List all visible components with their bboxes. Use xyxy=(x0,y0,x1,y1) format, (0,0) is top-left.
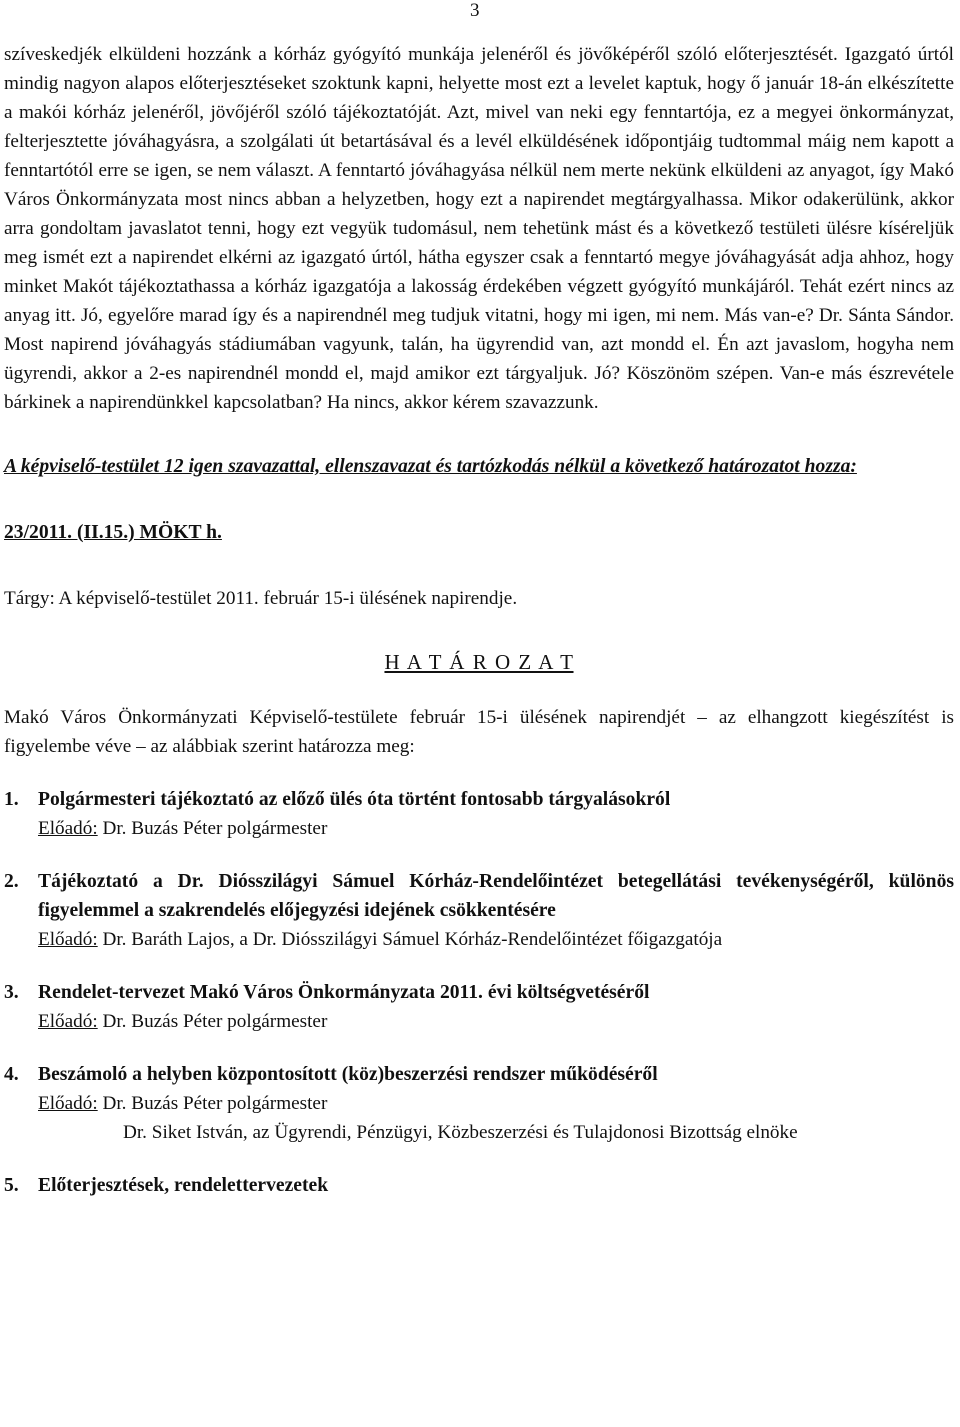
presenter-label: Előadó: xyxy=(38,1011,98,1032)
agenda-title: Rendelet-tervezet Makó Város Önkormányzata 2011. évi költségvetéséről xyxy=(38,982,650,1003)
document-content xyxy=(4,40,954,1200)
agenda-co-presenter: Dr. Siket István, az Ügyrendi, Pénzügyi, Közbeszerzési és Tulajdonosi Bizottság elnöke xyxy=(123,1122,798,1143)
presenter-label: Előadó: xyxy=(38,1093,98,1114)
hatarozat-heading: H A T Á R O Z A T xyxy=(384,650,574,674)
agenda-item-4 xyxy=(4,1060,954,1147)
presenter-label: Előadó: xyxy=(38,818,98,839)
decision-text: Makó Város Önkormányzati Képviselő-testülete február 15-i ülésének napirendjét – az elhangzott kiegészítést is figyelembe véve – az alábbiak szerint határozza meg: xyxy=(4,707,954,757)
agenda-title: Tájékoztató a Dr. Diósszilágyi Sámuel Kórház-Rendelőintézet betegellátási tevékenységéről, különös figyelemmel a szakrendelés előjegyzési idejének csökkentésére xyxy=(38,871,954,921)
agenda-number: 4. xyxy=(4,1064,19,1085)
agenda-number: 5. xyxy=(4,1175,19,1196)
resolution-subject: Tárgy: A képviselő-testület 2011. február 15-i ülésének napirendje. xyxy=(4,588,518,609)
agenda-item-2 xyxy=(4,867,954,954)
agenda-presenter xyxy=(38,1007,954,1036)
agenda-item-1 xyxy=(4,785,954,843)
agenda-item-5 xyxy=(4,1171,954,1200)
agenda-title: Beszámoló a helyben központosított (köz)beszerzési rendszer működéséről xyxy=(38,1064,658,1085)
agenda-number: 1. xyxy=(4,789,19,810)
agenda-item-3 xyxy=(4,978,954,1036)
presenter-label: Előadó: xyxy=(38,929,98,950)
presenter-name: Dr. Buzás Péter polgármester xyxy=(97,1093,328,1114)
presenter-name: Dr. Buzás Péter polgármester xyxy=(97,1011,328,1032)
agenda-title: Előterjesztések, rendelettervezetek xyxy=(38,1175,329,1196)
agenda-presenter xyxy=(38,814,954,843)
resolution-intro: A képviselő-testület 12 igen szavazattal, ellenszavazat és tartózkodás nélkül a következő határozatot hozza: xyxy=(4,456,857,477)
agenda-number: 2. xyxy=(4,871,19,892)
agenda-presenter xyxy=(38,925,818,954)
presenter-name: Dr. Baráth Lajos, a Dr. Diósszilágyi Sámuel Kórház-Rendelőintézet főigazgatója xyxy=(97,929,723,950)
presenter-name: Dr. Buzás Péter polgármester xyxy=(97,818,328,839)
body-paragraph: szíveskedjék elküldeni hozzánk a kórház gyógyító munkája jelenéről és jövőképéről szóló előterjesztését. Igazgató úrtól mindig nagyon alapos előterjesztéseket szoktunk kapni, helyette most ezt a levelet kaptuk, hogy ő január 18-án elkészítette a makói kórház jelenéről, jövőjéről szóló tájékoztatóját. Azt, mivel van neki egy fenntartója, ez a megyei önkormányzat, felterjesztette jóváhagyásra, a szolgálati út betartásával és a levél elküldésének időpontjáig tudtommal máig nem kapott a fenntartótól erre se igen, se nem választ. A fenntartó jóváhagyása nélkül nem merte nekünk elküldeni az anyagot, így Makó Város Önkormányzata most nincs abban a helyzetben, hogy ezt a napirendet megtárgyalhassa. Mikor odakerülünk, akkor arra gondoltam javaslatot tenni, hogy ezt vegyük tudomásul, nem tehetünk mást és a következő testületi ülésre kíséreljük meg ismét ezt a napirendet elkérni az igazgató úrtól, hátha egyszer csak a fenntartó megye jóváhagyását adja ahhoz, hogy minket Makót tájékoztathassa a kórház igazgatója a lakosság érdekében végzett gyógyító munkájáról. Tehát ezért nincs az anyag itt. Jó, egyelőre marad így és a napirendnél meg tudjuk vitatni, hogy mi igen, mi nem. Más van-e? Dr. Sánta Sándor. Most napirend jóváhagyás stádiumában vagyunk, talán, ha ügyrendid van, azt mondd el. Én azt javaslom, hogyha nem ügyrendi, akkor a 2-es napirendnél mondd el, majd amikor ezt tárgyaljuk. Jó? Köszönöm szépen. Van-e más észrevétele bárkinek a napirendünkkel kapcsolatban? Ha nincs, akkor kérem szavazzunk. xyxy=(4,44,954,413)
agenda-list xyxy=(4,785,954,1200)
page-number: 3 xyxy=(470,0,480,21)
agenda-number: 3. xyxy=(4,982,19,1003)
agenda-presenter xyxy=(38,1089,954,1118)
agenda-title: Polgármesteri tájékoztató az előző ülés óta történt fontosabb tárgyalásokról xyxy=(38,789,671,810)
resolution-number: 23/2011. (II.15.) MÖKT h. xyxy=(4,522,222,543)
